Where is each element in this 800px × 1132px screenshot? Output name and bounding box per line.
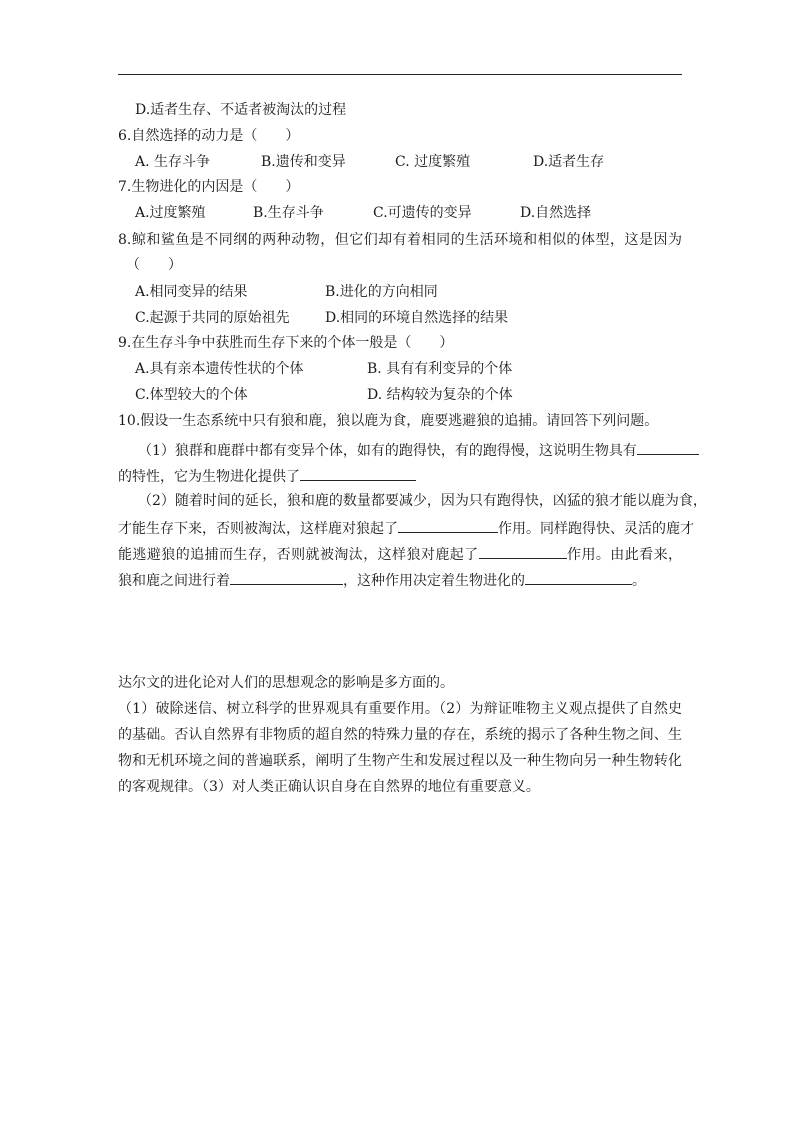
q7-option-a: A.过度繁殖 — [135, 205, 206, 221]
q10-part2-text3b: 作用。由此看来， — [566, 547, 683, 563]
q7-option-c: C.可遗传的变异 — [373, 205, 472, 221]
q7-stem: 7.生物进化的内因是（ ） — [118, 179, 300, 195]
q9-stem: 9.在生存斗争中获胜而生存下来的个体一般是（ ） — [118, 335, 454, 351]
q8-option-d: D.相同的环境自然选择的结果 — [325, 310, 509, 326]
q10-part2-text2b: 作用。同样跑得快、灵活的鹿才 — [498, 521, 694, 537]
q9-option-d: D. 结构较为复杂的个体 — [367, 387, 513, 403]
passage-line: （1）破除迷信、树立科学的世界观具有重要作用。（2）为辩证唯物主义观点提供了自然史 — [118, 701, 682, 717]
q10-part2-text3a: 能逃避狼的追捕而生存，否则就被淘汰，这样狼对鹿起了 — [118, 547, 479, 563]
answer-blank — [525, 570, 632, 585]
q10-part2-line4 — [118, 570, 646, 590]
q10-part2-text4c: 。 — [632, 573, 646, 589]
q9-option-c: C.体型较大的个体 — [135, 387, 248, 403]
q6-option-d: D.适者生存 — [533, 154, 605, 170]
q8-option-c: C.起源于共同的原始祖先 — [135, 310, 290, 326]
q6-option-a: A. 生存斗争 — [135, 154, 211, 170]
answer-blank — [479, 544, 567, 559]
q8-stem: 8.鲸和鲨鱼是不同纲的两种动物，但它们却有着相同的生活环境和相似的体型，这是因为 — [118, 232, 682, 248]
passage-line: 物和无机环境之间的普遍联系，阐明了生物产生和发展过程以及一种生物向另一种生物转化 — [118, 753, 682, 769]
q9-option-a: A.具有亲本遗传性状的个体 — [135, 361, 304, 377]
q10-stem: 10.假设一生态系统中只有狼和鹿，狼以鹿为食，鹿要逃避狼的追捕。请回答下列问题。 — [118, 413, 659, 429]
q6-stem: 6.自然选择的动力是（ ） — [118, 128, 300, 144]
q10-part2-text4a: 狼和鹿之间进行着 — [118, 573, 230, 589]
q5-option-d: D.适者生存、不适者被淘汰的过程 — [135, 102, 347, 118]
q10-part2-text4b: ，这种作用决定着生物进化的 — [343, 573, 525, 589]
passage-intro: 达尔文的进化论对人们的思想观念的影响是多方面的。 — [118, 675, 454, 691]
q8-option-a: A.相同变异的结果 — [135, 284, 248, 300]
answer-blank — [300, 466, 416, 481]
q7-option-d: D.自然选择 — [520, 205, 592, 221]
q6-option-c: C. 过度繁殖 — [395, 154, 471, 170]
q7-option-b: B.生存斗争 — [253, 205, 324, 221]
q10-part2-line1: （2）随着时间的延长，狼和鹿的数量都要减少，因为只有跑得快，凶猛的狼才能以鹿为食， — [138, 493, 707, 509]
passage-line: 的客观规律。（3）对人类正确认识自身在自然界的地位有重要意义。 — [118, 779, 540, 795]
q10-part2-text2a: 才能生存下来，否则被淘汰，这样鹿对狼起了 — [118, 521, 398, 537]
q9-option-b: B. 具有有利变异的个体 — [367, 361, 513, 377]
q10-part1-text1: （1）狼群和鹿群中都有变异个体，如有的跑得快，有的跑得慢，这说明生物具有 — [138, 443, 637, 459]
q8-option-b: B.进化的方向相同 — [325, 284, 438, 300]
answer-blank — [637, 440, 699, 455]
q10-part1-line1 — [138, 440, 682, 460]
passage-line: 的基础。否认自然界有非物质的超自然的特殊力量的存在，系统的揭示了各种生物之间、生 — [118, 727, 682, 743]
q8-stem-cont: （ ） — [126, 257, 182, 273]
q10-part1-text2: 的特性，它为生物进化提供了 — [118, 469, 300, 485]
q10-part2-line2 — [118, 518, 694, 538]
answer-blank — [398, 518, 498, 533]
q10-part2-line3 — [118, 544, 682, 564]
answer-blank — [230, 570, 343, 585]
q10-part1-line2 — [118, 466, 416, 486]
q6-option-b: B.遗传和变异 — [261, 154, 346, 170]
header-rule — [118, 74, 682, 75]
